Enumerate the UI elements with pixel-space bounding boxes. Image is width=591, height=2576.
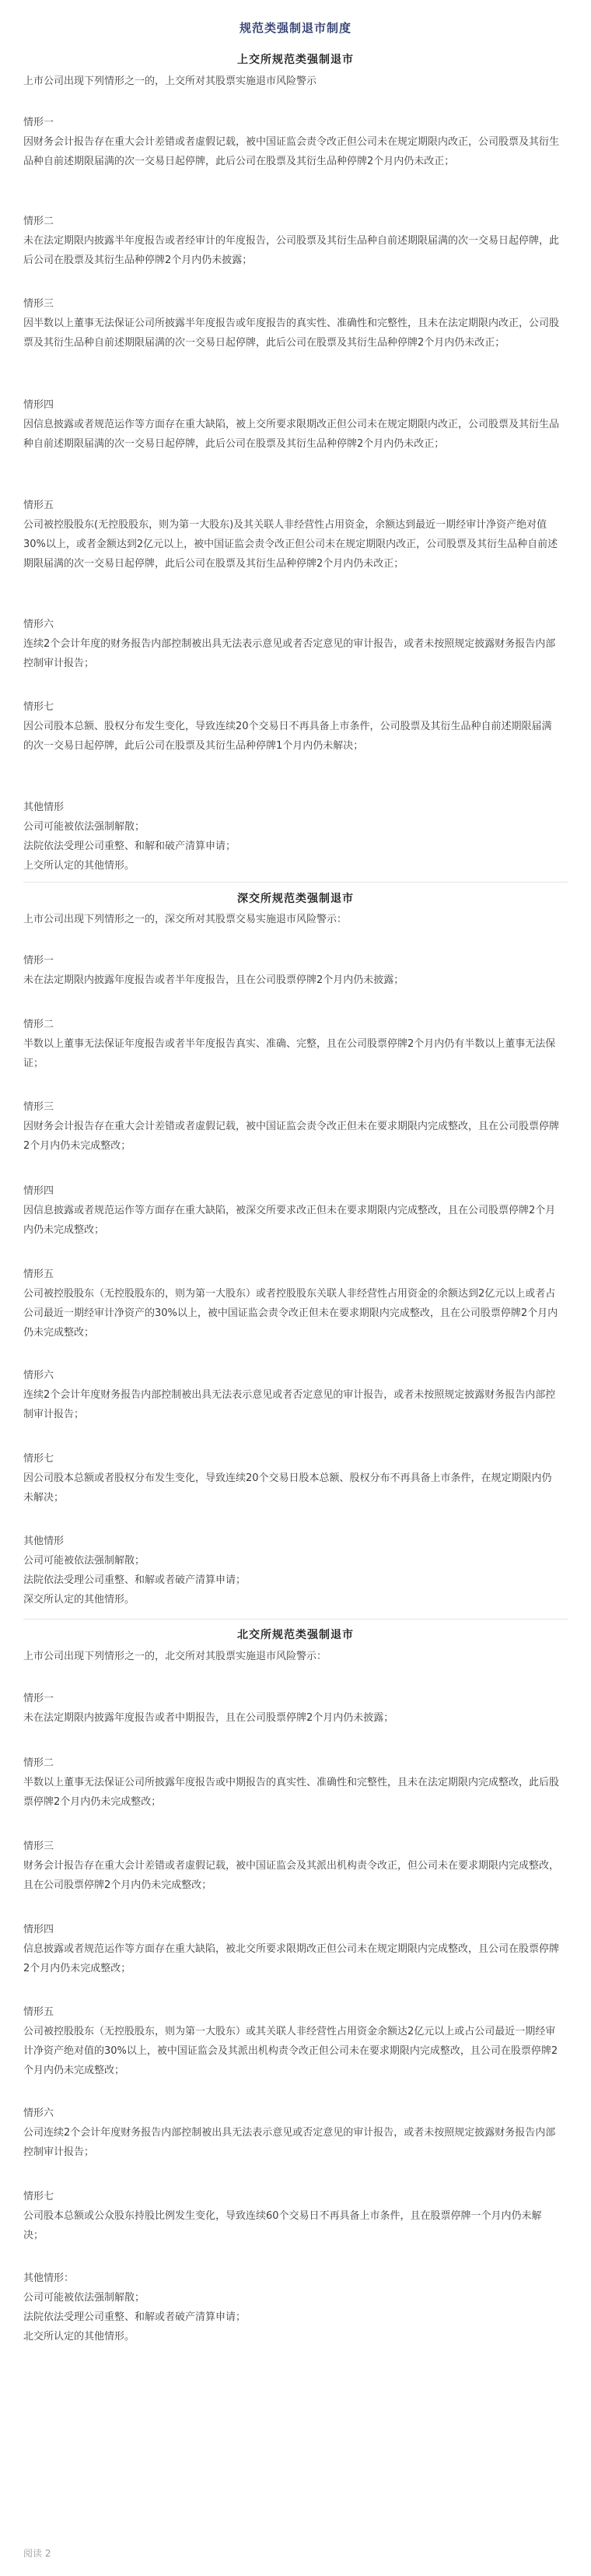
case-label: 情形五	[23, 2006, 54, 2018]
case-block	[23, 496, 560, 574]
other-cases-label: 其他情形：	[23, 2272, 75, 2284]
intro-text: 上市公司出现下列情形之一的，深交所对其股票交易实施退市风险警示：	[23, 914, 348, 925]
case-block	[23, 1097, 560, 1156]
case-text: 连续2个会计年度财务报告内部控制被出具无法表示意见或者否定意见的审计报告，或者未按照规定披露财务报告内部控制审计报告；	[23, 1389, 556, 1420]
case-text: 财务会计报告存在重大会计差错或者虚假记载，被中国证监会及其派出机构责令改正，但公司未在要求期限内完成整改，且在公司股票停牌2个月内仍未完成整改；	[23, 1860, 560, 1891]
other-case-item: 公司可能被依法强制解散；	[23, 2292, 145, 2304]
section-heading-szse: 深交所规范类强制退市	[237, 893, 354, 905]
case-text: 因公司股本总额、股权分布发生变化，导致连续20个交易日不再具备上市条件，公司股票及其衍生品种自前述期限届满的次一交易日起停牌，此后公司在股票及其衍生品种停牌1个月内仍未解决；	[23, 721, 552, 752]
section-divider	[23, 1619, 568, 1620]
case-label: 情形六	[23, 619, 54, 630]
case-label: 情形六	[23, 2107, 54, 2119]
case-block	[23, 294, 560, 353]
document-title: 规范类强制退市制度	[239, 21, 351, 35]
case-block	[23, 1449, 560, 1507]
case-text: 信息披露或者规范运作等方面存在重大缺陷，被北交所要求限期改正但公司未在规定期限内完成整改，且公司在股票停牌2个月内仍未完成整改；	[23, 1943, 560, 1974]
case-text: 未在法定期限内披露年度报告或者中期报告，且在公司股票停牌2个月内仍未披露；	[23, 1712, 394, 1724]
section-intro-sse	[23, 72, 560, 91]
case-text: 因财务会计报告存在重大会计差错或者虚假记载，被中国证监会责令改正但未在要求期限内完成整改，且在公司股票停牌2个月内仍未完成整改；	[23, 1121, 560, 1152]
case-text: 未在法定期限内披露半年度报告或者经审计的年度报告，公司股票及其衍生品种自前述期限届满的次一交易日起停牌，此后公司在股票及其衍生品种停牌2个月内仍未披露；	[23, 235, 560, 266]
case-text: 未在法定期限内披露年度报告或者半年度报告，且在公司股票停牌2个月内仍未披露；	[23, 974, 404, 986]
case-block	[23, 1015, 560, 1073]
case-block	[23, 2104, 560, 2162]
section-intro-szse	[23, 910, 560, 929]
section-divider	[23, 882, 568, 883]
case-label: 情形二	[23, 216, 54, 227]
case-text: 因信息披露或者规范运作等方面存在重大缺陷，被深交所要求改正但未在要求期限内完成整改，且在公司股票停牌2个月内仍未完成整改；	[23, 1205, 556, 1236]
case-block	[23, 951, 560, 990]
section-intro-bse	[23, 1647, 560, 1666]
case-label: 情形三	[23, 1101, 54, 1113]
other-case-item: 公司可能被依法强制解散；	[23, 1555, 145, 1567]
other-cases	[23, 2269, 560, 2346]
intro-text: 上市公司出现下列情形之一的，上交所对其股票实施退市风险警示	[23, 75, 317, 87]
case-text: 公司连续2个会计年度财务报告内部控制被出具无法表示意见或否定意见的审计报告，或者未按照规定披露财务报告内部控制审计报告；	[23, 2127, 556, 2158]
case-block	[23, 2187, 560, 2245]
case-text: 公司被控股股东（无控股股东，则为第一大股东）或其关联人非经营性占用资金余额达2亿元以上或占公司最近一期经审计净资产绝对值的30%以上，被中国证监会及其派出机构责令改正但公司未在要求期限内完成整改，且公司在股票停牌2个月内仍未完成整改；	[23, 2026, 558, 2076]
case-label: 情形七	[23, 1453, 54, 1465]
other-cases	[23, 798, 560, 876]
case-block	[23, 113, 560, 171]
case-block	[23, 1920, 560, 1978]
case-text: 公司被控股股东(无控股股东，则为第一大股东)及其关联人非经营性占用资金，余额达到最近一期经审计净资产绝对值30%以上，或者金额达到2亿元以上，被中国证监会责令改正但公司未在规定期限内改正，公司股票及其衍生品种自前述期限届满的次一交易日起停牌，此后公司在股票及其衍生品种停牌2个月内仍未改正；	[23, 519, 558, 570]
case-label: 情形六	[23, 1370, 54, 1381]
other-case-item: 上交所认定的其他情形。	[23, 860, 135, 872]
case-block	[23, 1265, 560, 1342]
case-block	[23, 1366, 560, 1424]
other-case-item: 法院依法受理公司重整、和解和破产清算申请；	[23, 841, 236, 852]
other-cases-label: 其他情形	[23, 802, 65, 813]
case-label: 情形一	[23, 117, 54, 128]
case-block	[23, 1837, 560, 1895]
case-label: 情形二	[23, 1757, 54, 1769]
case-text: 因信息披露或者规范运作等方面存在重大缺陷，被上交所要求限期改正但公司未在规定期限内改正，公司股票及其衍生品种自前述期限届满的次一交易日起停牌，此后公司在股票及其衍生品种停牌2个月内仍未改正；	[23, 419, 560, 450]
other-case-item: 公司可能被依法强制解散；	[23, 821, 145, 833]
case-label: 情形一	[23, 955, 54, 967]
case-label: 情形二	[23, 1019, 54, 1030]
case-label: 情形四	[23, 1924, 54, 1936]
case-label: 情形三	[23, 298, 54, 310]
section-heading-sse: 上交所规范类强制退市	[237, 54, 354, 66]
case-text: 公司被控股股东（无控股股东的，则为第一大股东）或者控股股东关联人非经营性占用资金的余额达到2亿元以上或者占公司最近一期经审计净资产的30%以上，被中国证监会责令改正但未在要求期限内完成整改，且在公司股票停牌2个月内仍未完成整改；	[23, 1288, 558, 1339]
other-case-item: 北交所认定的其他情形。	[23, 2331, 135, 2343]
intro-text: 上市公司出现下列情形之一的，北交所对其股票实施退市风险警示：	[23, 1651, 327, 1662]
case-block	[23, 615, 560, 673]
case-label: 情形五	[23, 1269, 54, 1280]
section-heading-bse: 北交所规范类强制退市	[237, 1629, 354, 1641]
read-count: 阅读 2	[23, 2548, 51, 2559]
case-block	[23, 212, 560, 270]
case-text: 半数以上董事无法保证公司所披露年度报告或中期报告的真实性、准确性和完整性，且未在法定期限内完成整改，此后股票停牌2个月内仍未完成整改；	[23, 1777, 560, 1808]
case-block	[23, 1181, 560, 1240]
other-cases	[23, 1532, 560, 1609]
case-text: 因财务会计报告存在重大会计差错或者虚假记载，被中国证监会责令改正但公司未在规定期限内改正，公司股票及其衍生品种自前述期限届满的次一交易日起停牌，此后公司在股票及其衍生品种停牌2个月内仍未改正；	[23, 136, 560, 167]
case-label: 情形五	[23, 500, 54, 511]
case-text: 因公司股本总额或者股权分布发生变化，导致连续20个交易日股本总额、股权分布不再具备上市条件，在规定期限内仍未解决；	[23, 1472, 552, 1504]
case-text: 半数以上董事无法保证年度报告或者半年度报告真实、准确、完整，且在公司股票停牌2个月内仍有半数以上董事无法保证；	[23, 1038, 556, 1069]
other-case-item: 法院依法受理公司重整、和解或者破产清算申请；	[23, 1574, 247, 1586]
case-block	[23, 1689, 560, 1728]
case-text: 连续2个会计年度的财务报告内部控制被出具无法表示意见或者否定意见的审计报告，或者未按照规定披露财务报告内部控制审计报告；	[23, 638, 556, 669]
case-block	[23, 395, 560, 454]
case-label: 情形一	[23, 1693, 54, 1704]
other-case-item: 法院依法受理公司重整、和解或者破产清算申请；	[23, 2311, 247, 2323]
case-block	[23, 697, 560, 756]
case-label: 情形七	[23, 2191, 54, 2202]
case-text: 公司股本总额或公众股东持股比例发生变化，导致连续60个交易日不再具备上市条件，且在股票停牌一个月内仍未解决；	[23, 2210, 542, 2241]
other-cases-label: 其他情形	[23, 1535, 65, 1547]
case-label: 情形七	[23, 701, 54, 713]
case-block	[23, 2002, 560, 2080]
case-label: 情形四	[23, 399, 54, 411]
case-label: 情形四	[23, 1185, 54, 1197]
other-case-item: 深交所认定的其他情形。	[23, 1594, 135, 1606]
case-text: 因半数以上董事无法保证公司所披露半年度报告或年度报告的真实性、准确性和完整性，且未在法定期限内改正，公司股票及其衍生品种自前述期限届满的次一交易日起停牌，此后公司在股票及其衍生品种停牌2个月内仍未改正；	[23, 318, 560, 349]
case-block	[23, 1753, 560, 1812]
case-label: 情形三	[23, 1841, 54, 1852]
